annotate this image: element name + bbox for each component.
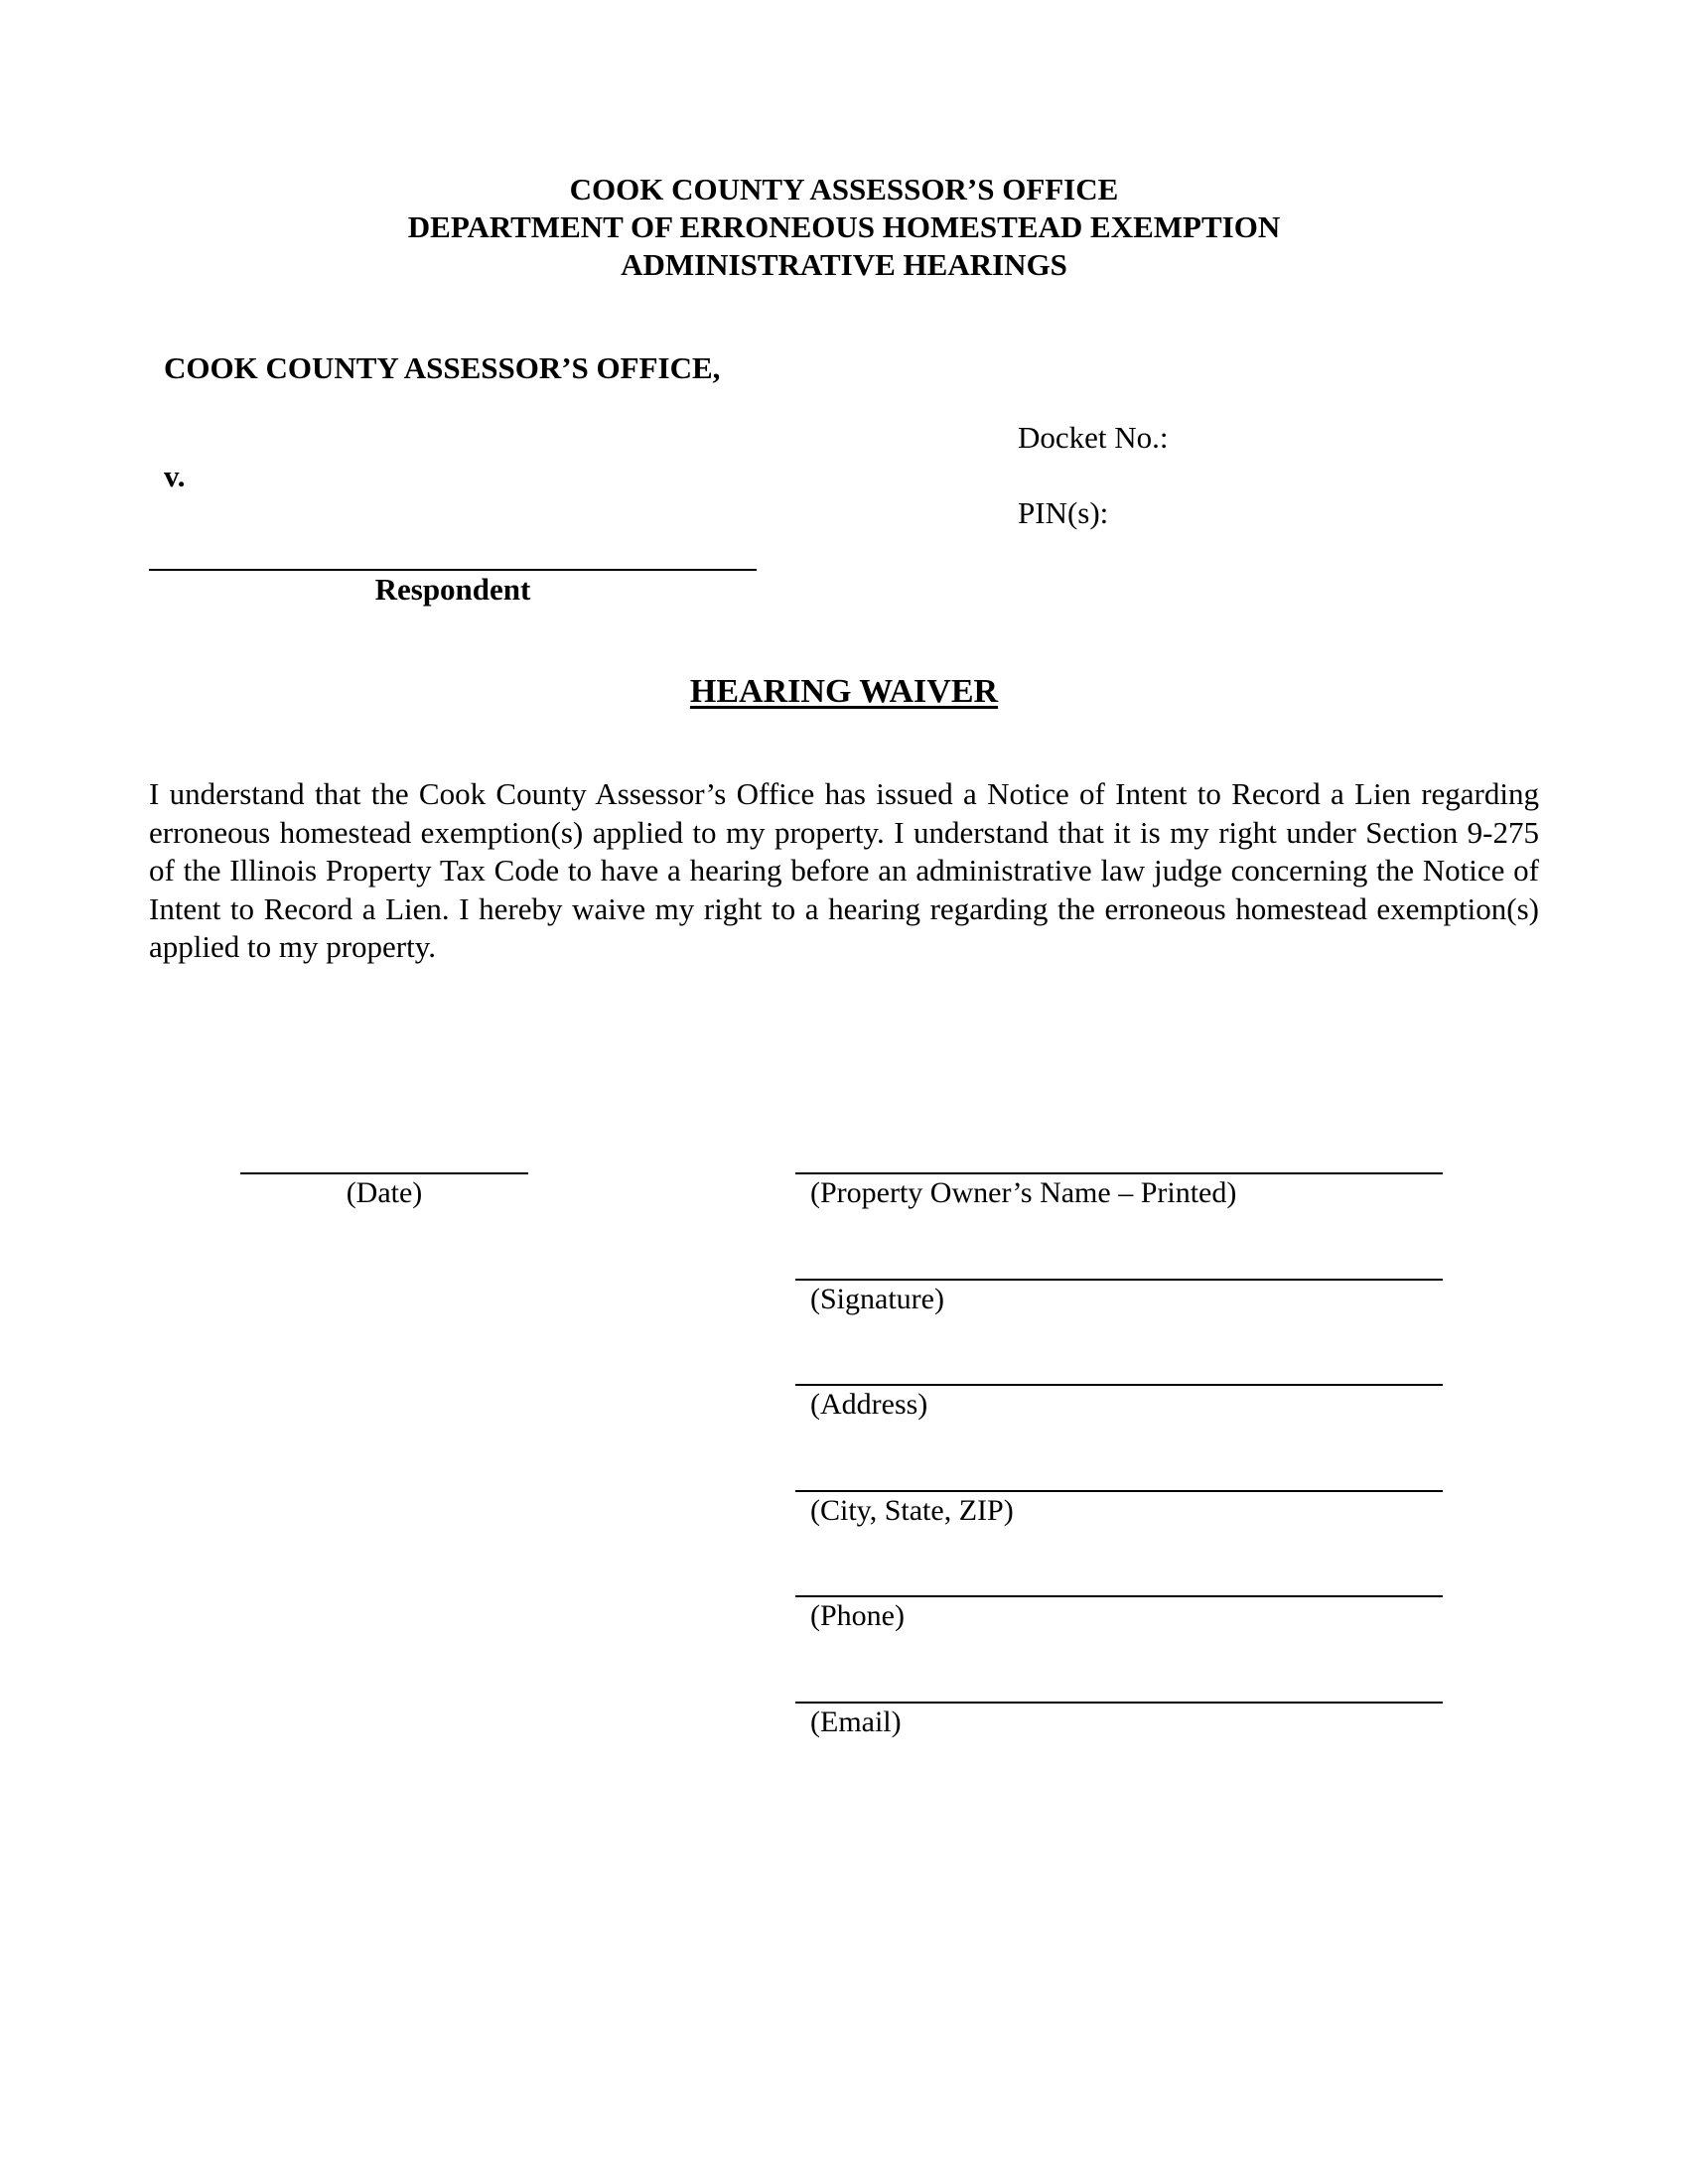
phone-label: (Phone) (810, 1599, 905, 1632)
owner-name-label: (Property Owner’s Name – Printed) (810, 1176, 1237, 1209)
phone-line[interactable] (795, 1595, 1443, 1597)
document-header (0, 171, 1688, 284)
email-label: (Email) (810, 1706, 902, 1738)
waiver-statement: I understand that the Cook County Assessor’s Office has issued a Notice of Intent to Record a Lien regarding erroneous homestead exemption(s) applied to my property. I understand that it is my right under Section 9-275 of the Illinois Property Tax Code to have a hearing before an administrative law judge concerning the Notice of Intent to Record a Lien. I hereby waive my right to a hearing regarding the erroneous homestead exemption(s) applied to my property. (149, 776, 1539, 964)
caption-versus: v. (164, 459, 186, 493)
respondent-label: Respondent (374, 572, 531, 607)
pin-label: PIN(s): (1018, 495, 1109, 530)
date-line[interactable] (240, 1172, 528, 1174)
address-line[interactable] (795, 1384, 1443, 1386)
header-department: DEPARTMENT OF ERRONEOUS HOMESTEAD EXEMPTION (407, 209, 1281, 244)
document-title-text: HEARING WAIVER (689, 673, 999, 710)
date-label: (Date) (346, 1176, 423, 1209)
signature-label: (Signature) (810, 1283, 944, 1315)
caption-petitioner: COOK COUNTY ASSESSOR’S OFFICE, (164, 350, 721, 385)
city-state-zip-label: (City, State, ZIP) (810, 1494, 1014, 1527)
document-title (0, 672, 1688, 712)
header-division: ADMINISTRATIVE HEARINGS (621, 247, 1067, 282)
signature-line[interactable] (795, 1279, 1443, 1281)
owner-name-line[interactable] (795, 1172, 1443, 1174)
address-label: (Address) (810, 1388, 928, 1421)
city-state-zip-line[interactable] (795, 1490, 1443, 1492)
email-line[interactable] (795, 1702, 1443, 1704)
header-office-name: COOK COUNTY ASSESSOR’S OFFICE (569, 172, 1119, 206)
docket-number-label: Docket No.: (1018, 420, 1169, 455)
